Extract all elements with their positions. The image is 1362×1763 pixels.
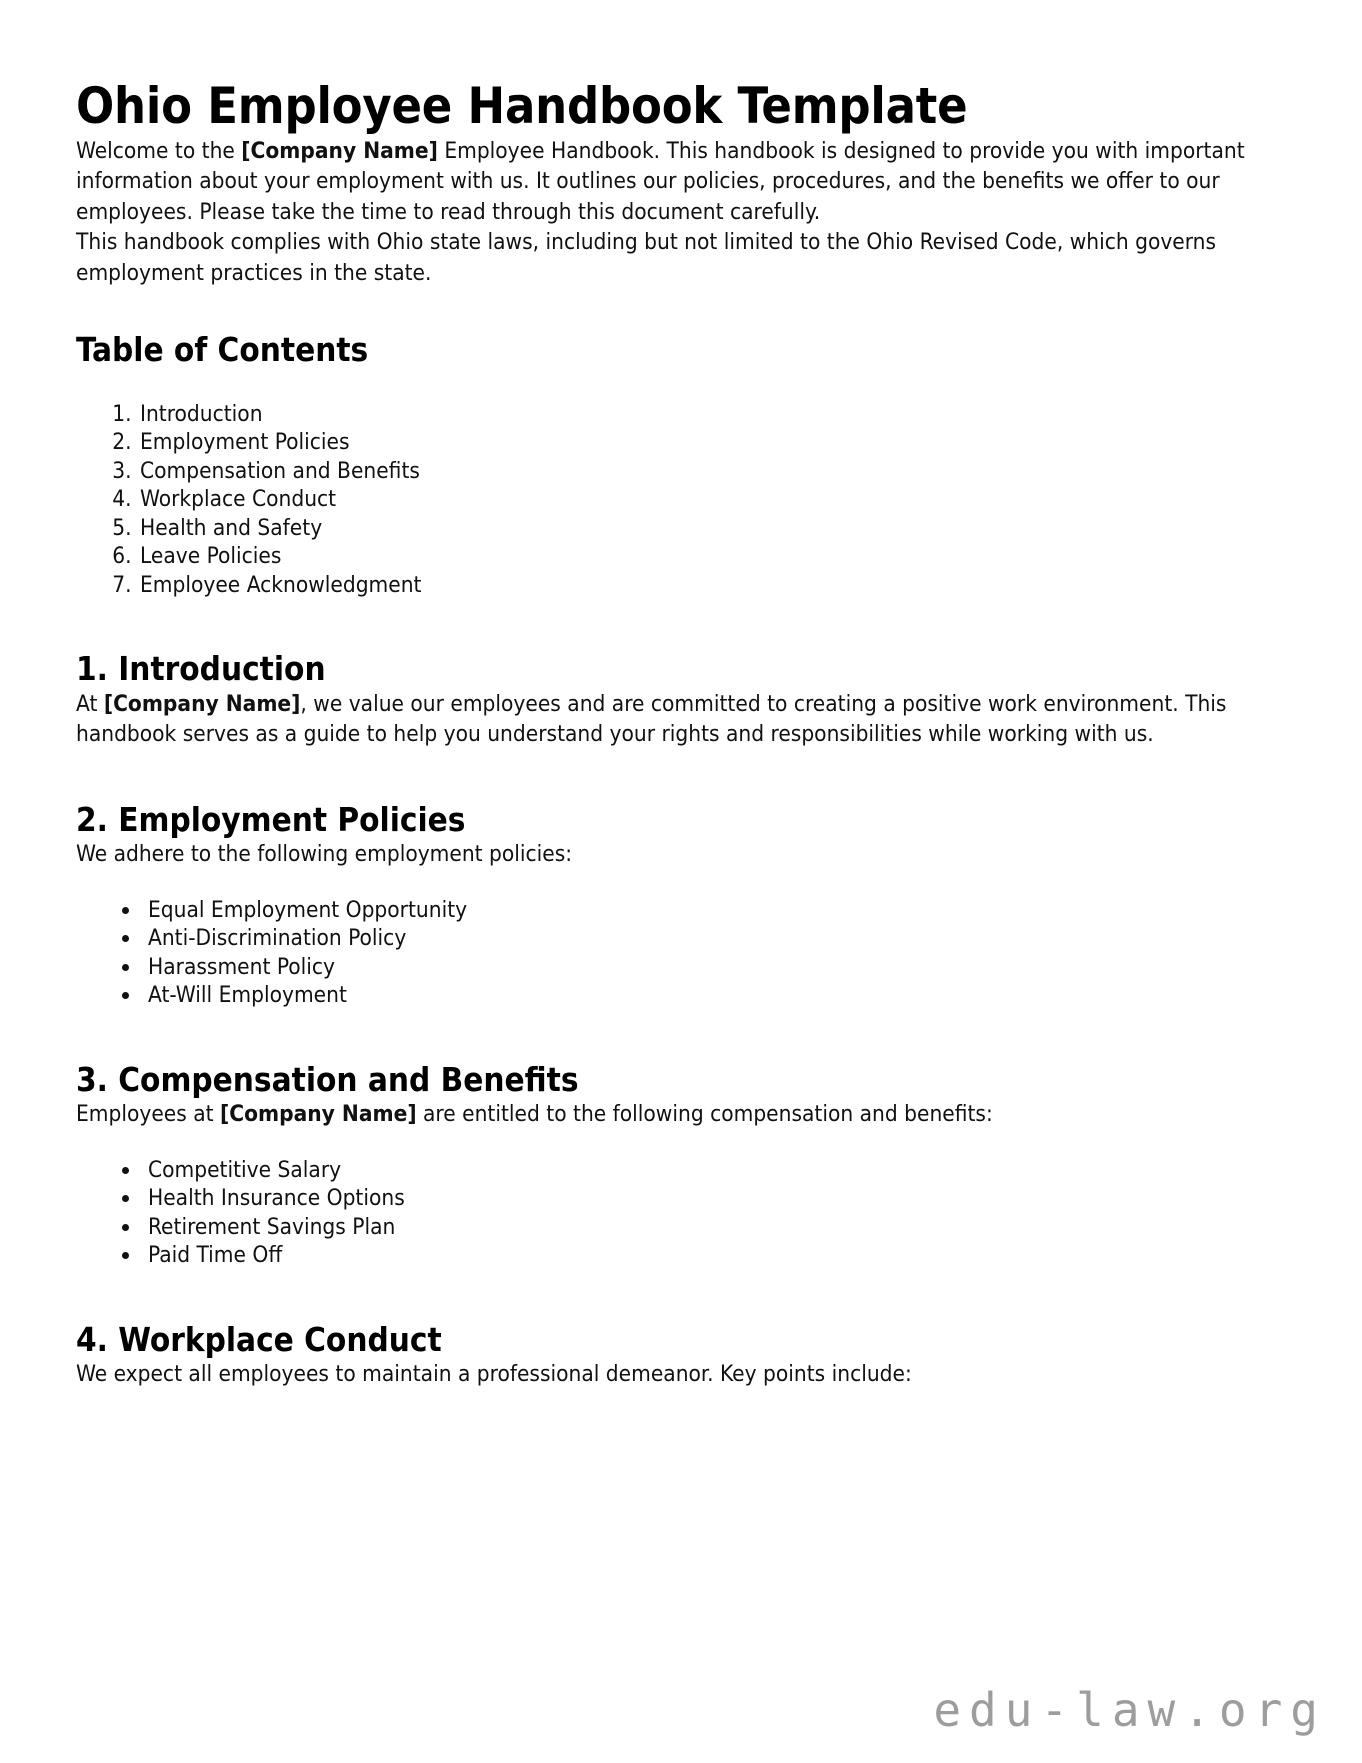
toc-item[interactable]: 4. Workplace Conduct	[138, 485, 1286, 514]
site-watermark: edu-law.org	[933, 1683, 1326, 1737]
section-3-before: Employees at	[76, 1101, 220, 1128]
toc-item[interactable]: 1. Introduction	[138, 400, 1286, 429]
toc-item[interactable]: 3. Compensation and Benefits	[138, 457, 1286, 486]
list-item: • Competitive Salary	[142, 1156, 1286, 1185]
section-heading-compensation-and-benefits: 3. Compensation and Benefits	[76, 1059, 579, 1099]
section-paragraph-introduction	[76, 689, 1286, 750]
list-item: • Equal Employment Opportunity	[142, 896, 1286, 925]
intro-paragraph-2	[76, 227, 1286, 288]
intro-paragraph-1-after: Employee Handbook. This handbook is designed to provide you with important information about your employment with us. It outlines our policies, procedures, and the benefits we offer to our employees. Please take the time to read through this document carefully.	[76, 137, 1245, 225]
toc-item[interactable]: 6. Leave Policies	[138, 542, 1286, 571]
intro-paragraph-2-text: This handbook complies with Ohio state laws, including but not limited to the Ohio Revised Code, which governs employment practices in the state.	[76, 229, 1217, 286]
document-body	[76, 0, 1286, 1390]
list-item: • Harassment Policy	[142, 953, 1286, 982]
section-4-text: We expect all employees to maintain a professional demeanor. Key points include:	[76, 1361, 912, 1388]
list-item: • Retirement Savings Plan	[142, 1213, 1286, 1242]
company-name-placeholder: [Company Name]	[241, 137, 438, 164]
section-1-after: , we value our employees and are committed to creating a positive work environment. This handbook serves as a guide to help you understand your rights and responsibilities while working with us.	[76, 690, 1227, 748]
section-paragraph-employment-policies	[76, 839, 1286, 870]
page-title: Ohio Employee Handbook Template	[76, 77, 968, 135]
compensation-benefits-list	[76, 1156, 1286, 1270]
company-name-placeholder: [Company Name]	[103, 690, 301, 717]
employment-policies-list	[76, 896, 1286, 1010]
section-1-before: At	[76, 690, 104, 717]
section-paragraph-compensation-and-benefits	[76, 1099, 1286, 1130]
list-item: • At-Will Employment	[142, 981, 1286, 1010]
list-item: • Health Insurance Options	[142, 1184, 1286, 1213]
section-heading-introduction: 1. Introduction	[76, 649, 326, 689]
intro-paragraph-1	[76, 136, 1286, 228]
list-item: • Paid Time Off	[142, 1241, 1286, 1270]
toc-item[interactable]: 2. Employment Policies	[138, 428, 1286, 457]
section-heading-workplace-conduct: 4. Workplace Conduct	[76, 1319, 442, 1359]
company-name-placeholder: [Company Name]	[220, 1101, 417, 1128]
list-item: • Anti-Discrimination Policy	[142, 924, 1286, 953]
intro-paragraph-1-before: Welcome to the	[76, 137, 242, 164]
table-of-contents-list	[76, 400, 1286, 600]
toc-item[interactable]: 7. Employee Acknowledgment	[138, 571, 1286, 600]
section-heading-employment-policies: 2. Employment Policies	[76, 799, 466, 839]
table-of-contents-heading: Table of Contents	[76, 330, 369, 369]
section-paragraph-workplace-conduct	[76, 1359, 1286, 1390]
section-2-text: We adhere to the following employment policies:	[76, 841, 573, 868]
section-3-after: are entitled to the following compensation and benefits:	[416, 1101, 993, 1128]
toc-item[interactable]: 5. Health and Safety	[138, 514, 1286, 543]
